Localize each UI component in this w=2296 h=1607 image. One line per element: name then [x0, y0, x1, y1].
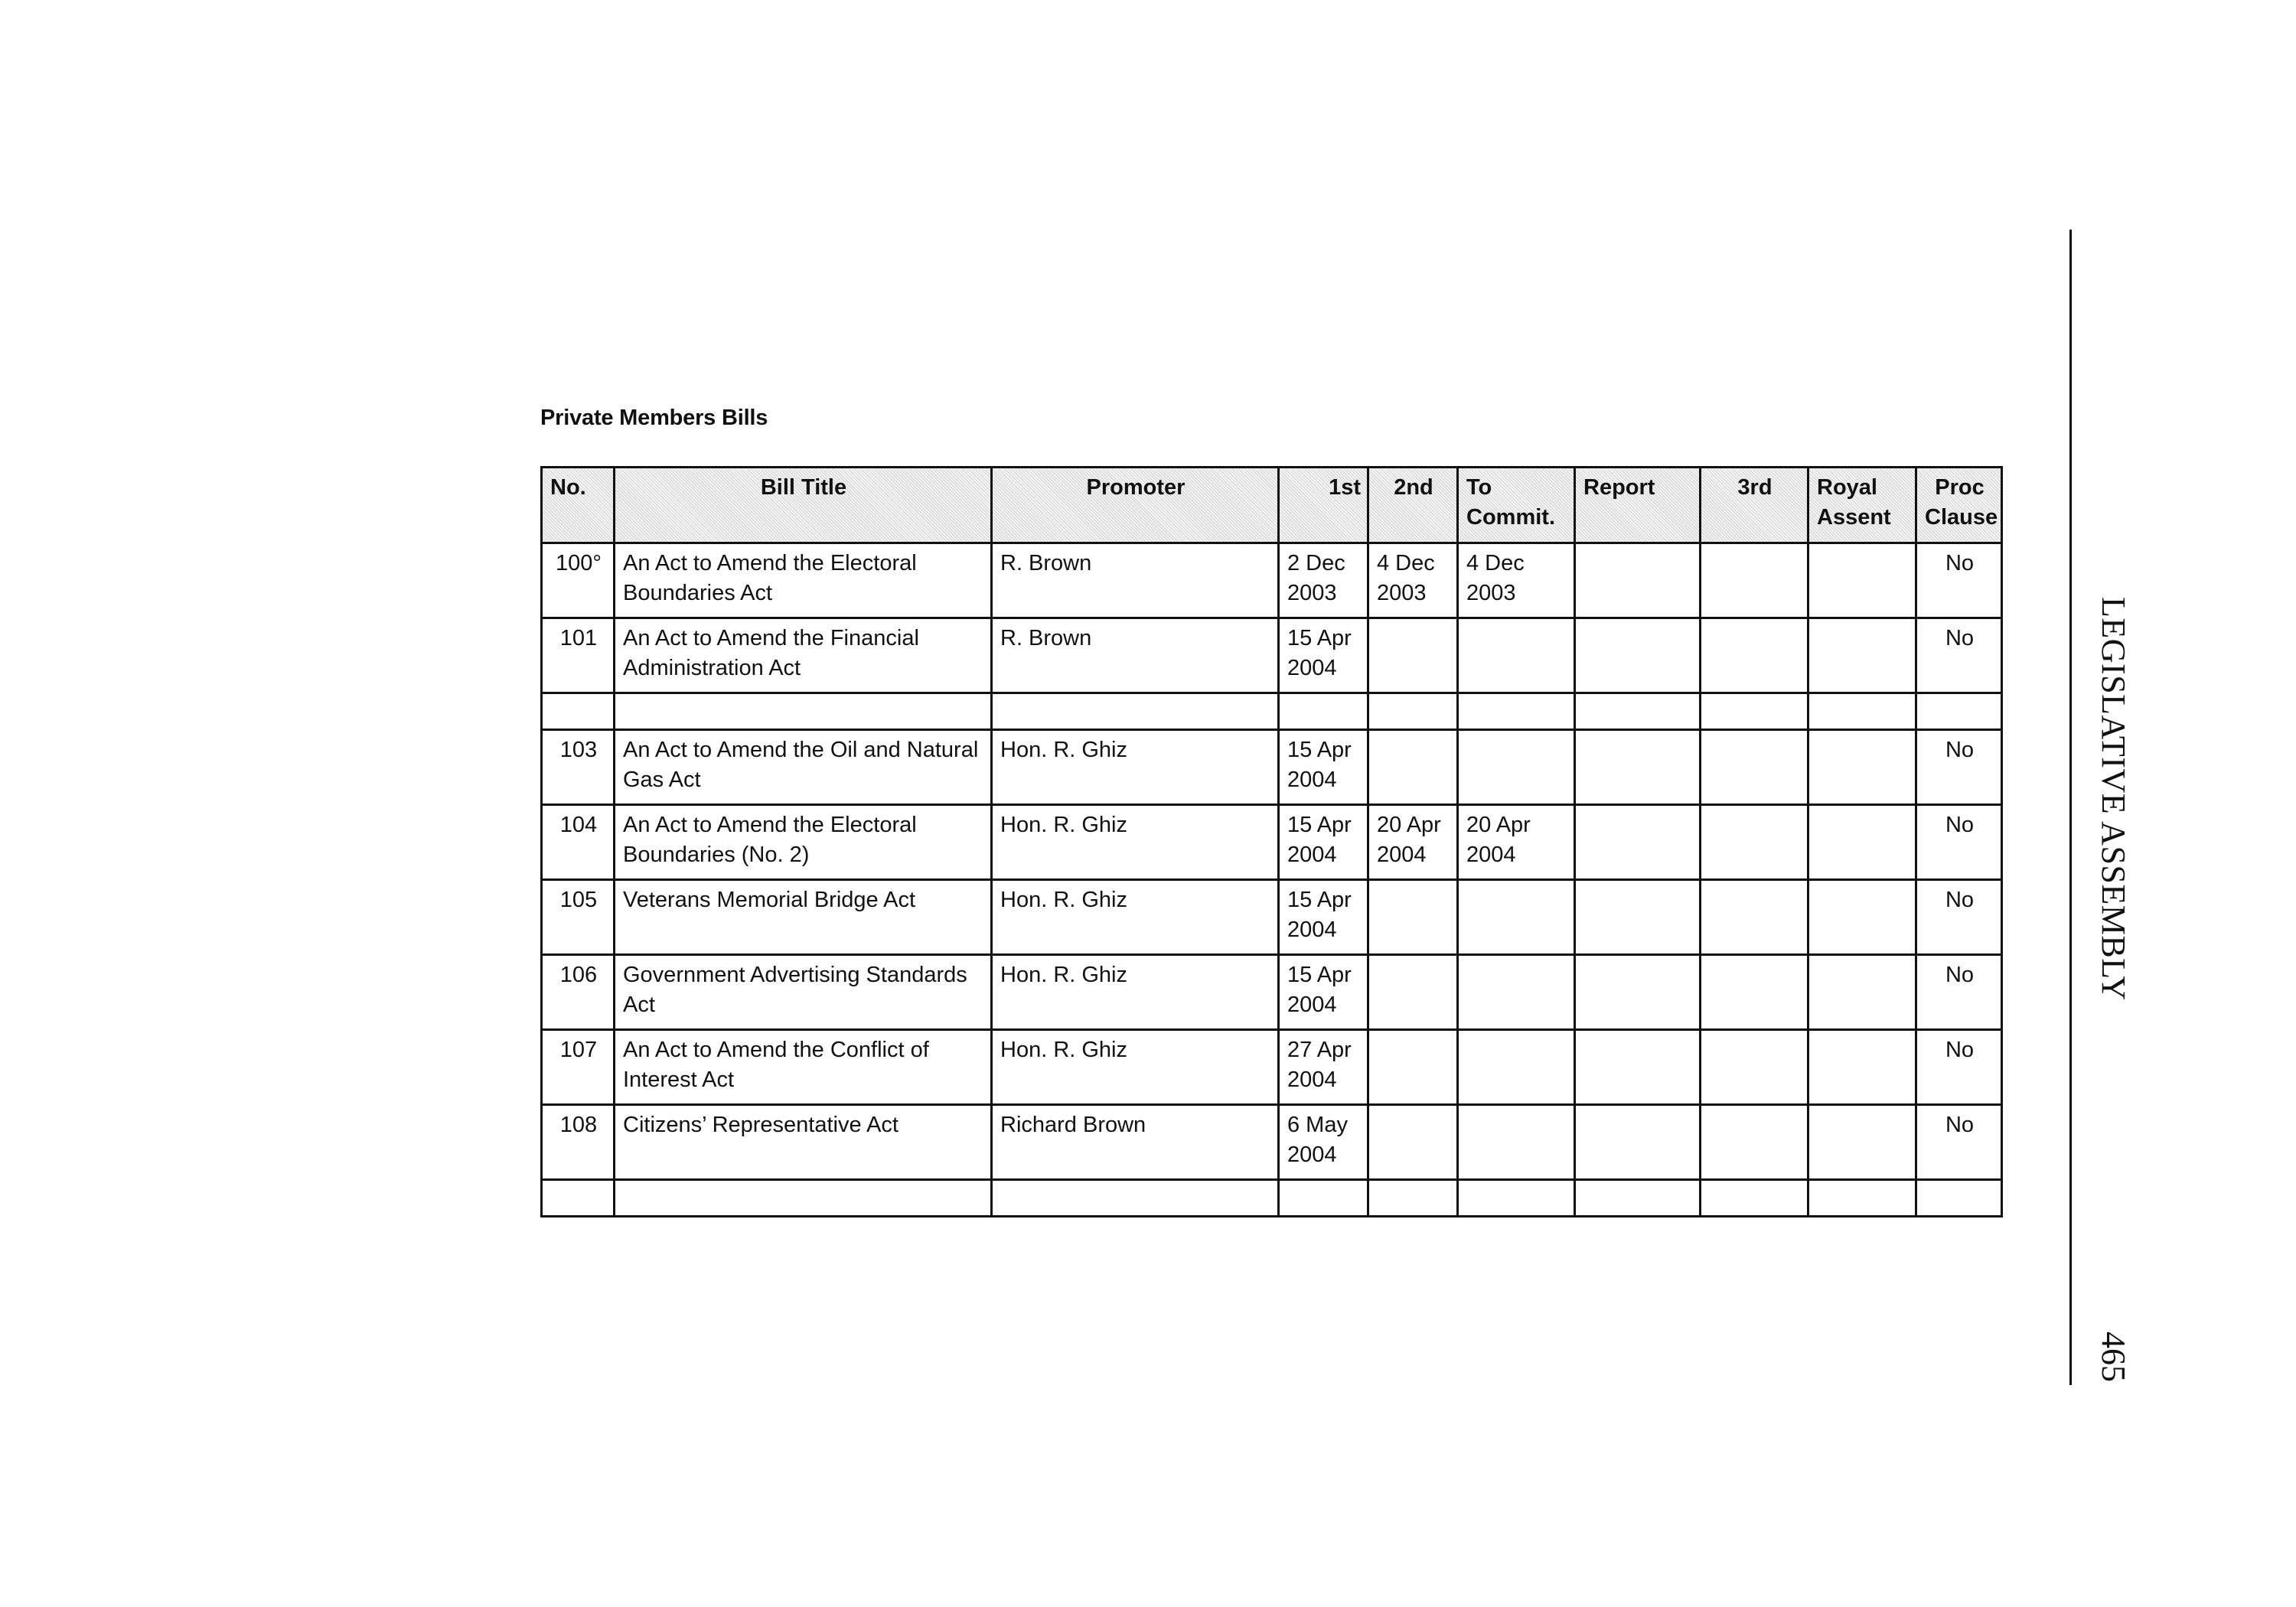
cell-bill-title: An Act to Amend the Conflict of Interest Act [615, 1030, 992, 1105]
cell-bill-title: Veterans Memorial Bridge Act [615, 880, 992, 955]
table-row [542, 1030, 2002, 1105]
cell-no: 107 [542, 1030, 615, 1105]
cell-third [1701, 805, 1808, 880]
cell-commit [1458, 693, 1575, 730]
cell-no: 101 [542, 618, 615, 693]
cell-first: 6 May 2004 [1279, 1105, 1368, 1180]
cell-second [1368, 730, 1458, 805]
cell-bill-title: Citizens’ Representative Act [615, 1105, 992, 1180]
cell-third [1701, 1105, 1808, 1180]
table-row [542, 955, 2002, 1030]
cell-first [1279, 693, 1368, 730]
cell-report [1575, 955, 1701, 1030]
cell-commit [1458, 955, 1575, 1030]
cell-assent [1808, 693, 1916, 730]
cell-first: 15 Apr 2004 [1279, 618, 1368, 693]
cell-proc [1916, 1180, 2002, 1217]
cell-bill-title: An Act to Amend the Electoral Boundaries (No. 2) [615, 805, 992, 880]
table-row [542, 730, 2002, 805]
cell-promoter: Hon. R. Ghiz [992, 805, 1279, 880]
cell-first: 15 Apr 2004 [1279, 955, 1368, 1030]
cell-no: 106 [542, 955, 615, 1030]
cell-second [1368, 955, 1458, 1030]
table-row-empty [542, 1180, 2002, 1217]
cell-commit [1458, 1180, 1575, 1217]
cell-promoter [992, 693, 1279, 730]
cell-assent [1808, 880, 1916, 955]
cell-promoter: Richard Brown [992, 1105, 1279, 1180]
table-header-row [542, 468, 2002, 543]
cell-third [1701, 543, 1808, 618]
header-bill-title: Bill Title [615, 468, 992, 543]
cell-assent [1808, 955, 1916, 1030]
header-second-reading: 2nd [1368, 468, 1458, 543]
table-row [542, 880, 2002, 955]
cell-third [1701, 955, 1808, 1030]
cell-proc: No [1916, 1030, 2002, 1105]
cell-commit [1458, 880, 1575, 955]
table-row-empty [542, 693, 2002, 730]
cell-first: 27 Apr 2004 [1279, 1030, 1368, 1105]
cell-bill-title: An Act to Amend the Financial Administration Act [615, 618, 992, 693]
header-no: No. [542, 468, 615, 543]
cell-promoter [992, 1180, 1279, 1217]
cell-proc: No [1916, 805, 2002, 880]
cell-assent [1808, 1105, 1916, 1180]
cell-third [1701, 730, 1808, 805]
header-report: Report [1575, 468, 1701, 543]
cell-first: 15 Apr 2004 [1279, 730, 1368, 805]
header-proc-clause: Proc Clause [1916, 468, 2002, 543]
cell-promoter: R. Brown [992, 543, 1279, 618]
cell-commit: 20 Apr 2004 [1458, 805, 1575, 880]
cell-report [1575, 1180, 1701, 1217]
cell-no: 105 [542, 880, 615, 955]
header-first-reading: 1st [1279, 468, 1368, 543]
cell-second [1368, 618, 1458, 693]
cell-assent [1808, 730, 1916, 805]
cell-second [1368, 693, 1458, 730]
table-row [542, 1105, 2002, 1180]
cell-assent [1808, 543, 1916, 618]
cell-third [1701, 618, 1808, 693]
cell-third [1701, 693, 1808, 730]
cell-assent [1808, 1180, 1916, 1217]
private-members-bills-table [540, 466, 2003, 1217]
cell-commit: 4 Dec 2003 [1458, 543, 1575, 618]
page-number: 465 [2095, 1332, 2132, 1382]
cell-bill-title: An Act to Amend the Electoral Boundaries Act [615, 543, 992, 618]
cell-report [1575, 543, 1701, 618]
cell-first: 15 Apr 2004 [1279, 805, 1368, 880]
header-royal-assent: Royal Assent [1808, 468, 1916, 543]
cell-first [1279, 1180, 1368, 1217]
cell-no: 103 [542, 730, 615, 805]
cell-commit [1458, 1030, 1575, 1105]
cell-report [1575, 805, 1701, 880]
cell-second [1368, 1180, 1458, 1217]
cell-report [1575, 730, 1701, 805]
cell-report [1575, 880, 1701, 955]
cell-proc [1916, 693, 2002, 730]
margin-rule [2069, 230, 2072, 1385]
cell-commit [1458, 618, 1575, 693]
cell-second [1368, 1105, 1458, 1180]
running-header: LEGISLATIVE ASSEMBLY [2095, 597, 2132, 1001]
cell-no: 108 [542, 1105, 615, 1180]
header-third-reading: 3rd [1701, 468, 1808, 543]
cell-no: 100° [542, 543, 615, 618]
cell-third [1701, 1180, 1808, 1217]
cell-promoter: Hon. R. Ghiz [992, 880, 1279, 955]
cell-proc: No [1916, 955, 2002, 1030]
header-to-committee: To Commit. [1458, 468, 1575, 543]
cell-report [1575, 618, 1701, 693]
cell-first: 2 Dec 2003 [1279, 543, 1368, 618]
cell-bill-title: An Act to Amend the Oil and Natural Gas Act [615, 730, 992, 805]
table-row [542, 805, 2002, 880]
table-row [542, 543, 2002, 618]
cell-promoter: R. Brown [992, 618, 1279, 693]
cell-bill-title [615, 1180, 992, 1217]
cell-proc: No [1916, 1105, 2002, 1180]
cell-promoter: Hon. R. Ghiz [992, 730, 1279, 805]
header-promoter: Promoter [992, 468, 1279, 543]
cell-report [1575, 1105, 1701, 1180]
cell-no: 104 [542, 805, 615, 880]
cell-third [1701, 1030, 1808, 1105]
cell-proc: No [1916, 880, 2002, 955]
cell-second: 20 Apr 2004 [1368, 805, 1458, 880]
cell-promoter: Hon. R. Ghiz [992, 955, 1279, 1030]
cell-report [1575, 693, 1701, 730]
cell-second [1368, 1030, 1458, 1105]
section-title: Private Members Bills [540, 406, 768, 430]
cell-proc: No [1916, 543, 2002, 618]
cell-assent [1808, 1030, 1916, 1105]
cell-bill-title: Government Advertising Standards Act [615, 955, 992, 1030]
table-row [542, 618, 2002, 693]
cell-third [1701, 880, 1808, 955]
cell-promoter: Hon. R. Ghiz [992, 1030, 1279, 1105]
cell-assent [1808, 805, 1916, 880]
cell-bill-title [615, 693, 992, 730]
cell-second: 4 Dec 2003 [1368, 543, 1458, 618]
cell-assent [1808, 618, 1916, 693]
cell-commit [1458, 1105, 1575, 1180]
cell-report [1575, 1030, 1701, 1105]
cell-no [542, 1180, 615, 1217]
cell-proc: No [1916, 618, 2002, 693]
cell-commit [1458, 730, 1575, 805]
cell-proc: No [1916, 730, 2002, 805]
cell-first: 15 Apr 2004 [1279, 880, 1368, 955]
cell-no [542, 693, 615, 730]
cell-second [1368, 880, 1458, 955]
